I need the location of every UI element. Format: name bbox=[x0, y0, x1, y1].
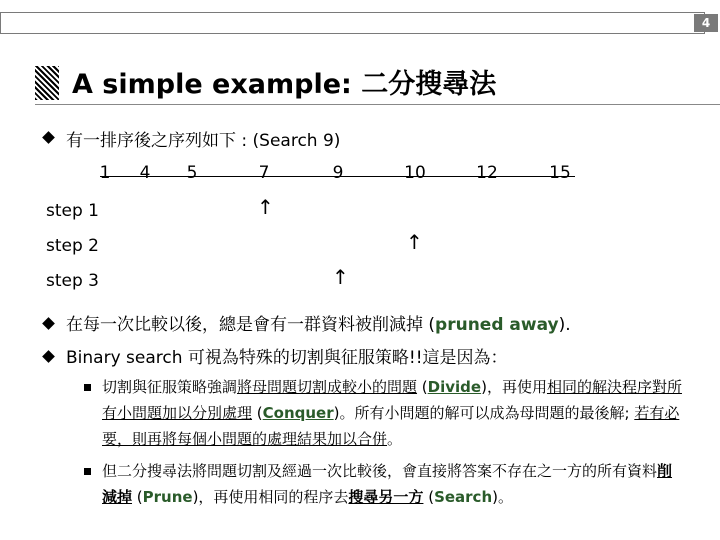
sub-bullet-square-icon bbox=[84, 384, 91, 391]
text-run: )，再使用相同的程序去 bbox=[192, 488, 349, 506]
bullet-binary-search: Binary search 可視為特殊的切割與征服策略!!這是因為： bbox=[66, 348, 508, 368]
step-2-label: step 2 bbox=[46, 236, 99, 256]
sequence-item: 15 bbox=[549, 163, 571, 183]
header-frame bbox=[0, 12, 705, 34]
text-run: ( bbox=[423, 488, 435, 506]
text-run: )。 bbox=[492, 488, 513, 506]
text-run: )。所有小問題的解可以成為母問題的最後解; bbox=[333, 404, 635, 422]
bullet-pruned bbox=[66, 310, 571, 335]
step-1-label: step 1 bbox=[46, 201, 99, 221]
sequence-item: 7 bbox=[258, 163, 270, 183]
slide-title: A simple example: 二分搜尋法 bbox=[72, 69, 497, 100]
sequence-item: 1 bbox=[99, 163, 111, 183]
prune-term: Prune bbox=[142, 488, 193, 506]
divide-term: Divide bbox=[427, 378, 482, 396]
text-run-underlined: 搜尋另一方 bbox=[348, 488, 424, 506]
title-marker bbox=[35, 66, 59, 100]
text-run: ( bbox=[132, 488, 143, 506]
sequence-item: 9 bbox=[332, 163, 344, 183]
pruned-away-term: pruned away bbox=[435, 315, 559, 335]
text-run: )，再使用 bbox=[481, 378, 547, 396]
bullet-search-intro: 有一排序後之序列如下 : (Search 9) bbox=[66, 131, 341, 151]
text-run: 但二分搜尋法將問題切割及經過一次比較後，會直接將答案不存在之一方的所有資料 bbox=[102, 462, 658, 480]
step-3-label: step 3 bbox=[46, 271, 99, 291]
search-term: Search bbox=[434, 488, 493, 506]
step-3-up-arrow-icon: ↑ bbox=[332, 265, 349, 289]
bullet-diamond-icon bbox=[42, 350, 55, 363]
text-run: ( bbox=[252, 404, 263, 422]
text-run-underlined: 將母問題切割成較小的問題 bbox=[237, 378, 418, 396]
sub-bullet-divide-conquer bbox=[102, 374, 682, 452]
page-number: 4 bbox=[694, 14, 718, 32]
bullet-pruned-text: 在每一次比較以後，總是會有一群資料被削減掉 ( bbox=[66, 315, 436, 335]
bullet-diamond-icon bbox=[42, 131, 55, 144]
sub-bullet-prune-search bbox=[102, 458, 682, 510]
conquer-term: Conquer bbox=[262, 404, 334, 422]
step-1-up-arrow-icon: ↑ bbox=[257, 195, 274, 219]
bullet-pruned-tail: ). bbox=[558, 315, 571, 335]
sequence-item: 10 bbox=[404, 163, 426, 183]
sequence-item: 12 bbox=[476, 163, 498, 183]
sub-bullet-square-icon bbox=[84, 468, 91, 475]
text-run-underlined: 削減掉 bbox=[102, 462, 673, 506]
step-2-up-arrow-icon: ↑ bbox=[406, 230, 423, 254]
text-run-underlined: 若有必要，則再將每個小問題的處理結果加以合併 bbox=[102, 404, 680, 448]
text-run-underlined: 相同的解決程序對所有小問題加以分別處理 bbox=[102, 378, 682, 422]
bullet-diamond-icon bbox=[42, 317, 55, 330]
sequence-item: 5 bbox=[186, 163, 198, 183]
text-run: 。 bbox=[387, 430, 403, 448]
text-run: ( bbox=[417, 378, 428, 396]
text-run: 切割與征服策略強調 bbox=[102, 378, 238, 396]
sequence-item: 4 bbox=[139, 163, 151, 183]
title-divider bbox=[35, 104, 720, 105]
